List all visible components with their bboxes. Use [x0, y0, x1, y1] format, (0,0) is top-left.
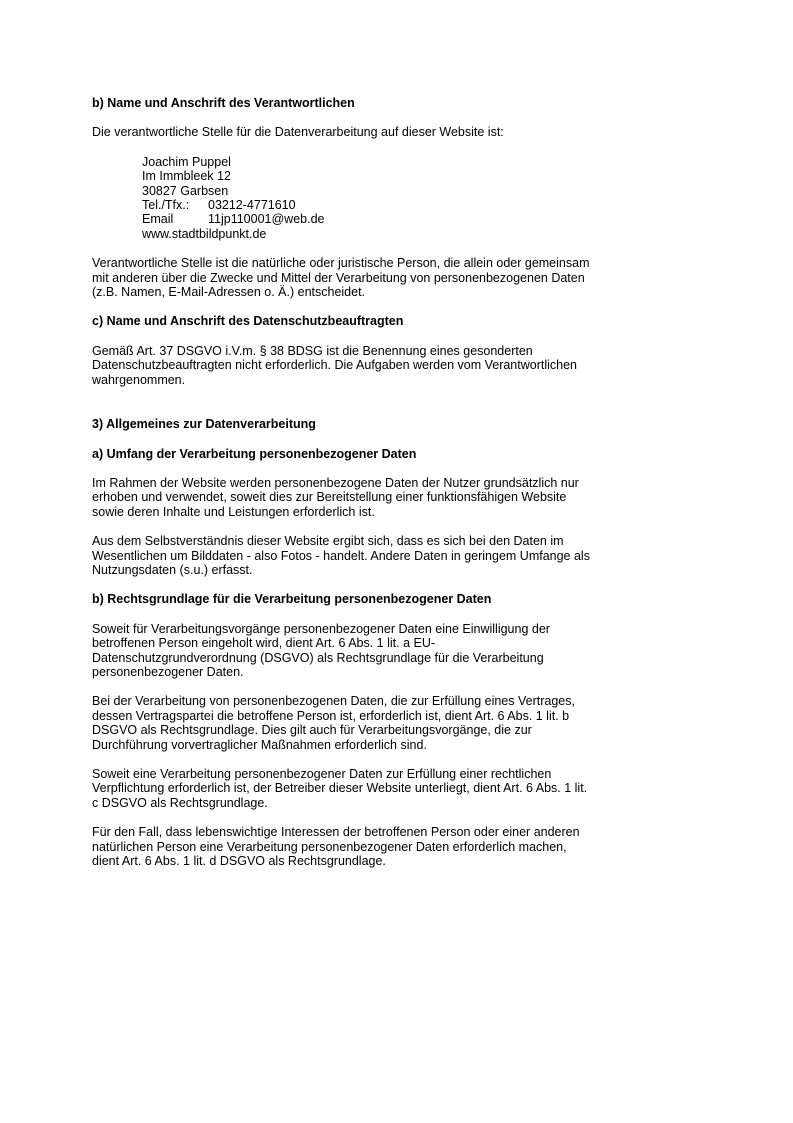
text-line: mit anderen über die Zwecke und Mittel der Verarbeitung von personenbezogenen Daten: [92, 270, 585, 285]
text-line: dient Art. 6 Abs. 1 lit. d DSGVO als Rechtsgrundlage.: [92, 854, 386, 869]
text-line: Durchführung vorvertraglicher Maßnahmen erforderlich sind.: [92, 737, 427, 752]
controller-name: Joachim Puppel: [142, 154, 231, 169]
controller-phone-row: [142, 198, 712, 212]
email-label: Email: [142, 212, 174, 227]
controller-address-block: [92, 155, 712, 241]
controller-email-row: [142, 212, 712, 226]
legal-basis-paragraph-3: [92, 767, 712, 810]
controller-intro: Die verantwortliche Stelle für die Datenverarbeitung auf dieser Website ist:: [92, 125, 504, 140]
legal-basis-paragraph-4: [92, 825, 712, 868]
heading-legal-basis: b) Rechtsgrundlage für die Verarbeitung personenbezogener Daten: [92, 592, 492, 607]
text-line: sowie deren Inhalte und Leistungen erforderlich ist.: [92, 504, 375, 519]
text-line: (z.B. Namen, E-Mail-Adressen o. Ä.) entscheidet.: [92, 285, 366, 300]
text-line: wahrgenommen.: [92, 372, 186, 387]
text-line: Im Rahmen der Website werden personenbezogene Daten der Nutzer grundsätzlich nur: [92, 475, 579, 490]
text-line: dessen Vertragspartei die betroffene Person ist, erforderlich ist, dient Art. 6 Abs. 1 lit. b: [92, 708, 570, 723]
phone-value: 03212-4771610: [208, 198, 296, 213]
text-line: erhoben und verwendet, soweit dies zur Bereitstellung einer funktionsfähigen Website: [92, 490, 567, 505]
text-line: Datenschutzgrundverordnung (DSGVO) als Rechtsgrundlage für die Verarbeitung: [92, 650, 544, 665]
controller-definition: [92, 256, 712, 299]
dpo-paragraph: [92, 344, 712, 387]
phone-label: Tel./Tfx.:: [142, 198, 190, 213]
legal-basis-paragraph-1: [92, 622, 712, 680]
text-line: Für den Fall, dass lebenswichtige Interessen der betroffenen Person oder einer anderen: [92, 825, 580, 840]
text-line: Nutzungsdaten (s.u.) erfasst.: [92, 562, 253, 577]
heading-section-3: 3) Allgemeines zur Datenverarbeitung: [92, 417, 316, 432]
text-line: c DSGVO als Rechtsgrundlage.: [92, 795, 268, 810]
heading-dpo: c) Name und Anschrift des Datenschutzbeauftragten: [92, 314, 404, 329]
text-line: betroffenen Person eingeholt wird, dient Art. 6 Abs. 1 lit. a EU-: [92, 636, 436, 651]
controller-street: Im Immbleek 12: [142, 169, 231, 184]
email-value: 11jp110001@web.de: [208, 212, 325, 227]
text-line: personenbezogener Daten.: [92, 664, 244, 679]
heading-scope: a) Umfang der Verarbeitung personenbezogener Daten: [92, 446, 417, 461]
text-line: natürlichen Person eine Verarbeitung personenbezogener Daten erforderlich machen,: [92, 839, 567, 854]
controller-city: 30827 Garbsen: [142, 183, 229, 198]
text-line: Gemäß Art. 37 DSGVO i.V.m. § 38 BDSG ist die Benennung eines gesonderten: [92, 343, 533, 358]
text-line: Datenschutzbeauftragten nicht erforderlich. Die Aufgaben werden vom Verantwortlichen: [92, 358, 578, 373]
text-line: DSGVO als Rechtsgrundlage. Dies gilt auch für Verarbeitungsvorgänge, die zur: [92, 723, 532, 738]
text-line: Aus dem Selbstverständnis dieser Website ergibt sich, dass es sich bei den Daten im: [92, 534, 564, 549]
scope-paragraph-1: [92, 476, 712, 519]
legal-basis-paragraph-2: [92, 694, 712, 752]
controller-website: www.stadtbildpunkt.de: [142, 226, 267, 241]
text-line: Verpflichtung erforderlich ist, der Betreiber dieser Website unterliegt, dient Art. 6 Abs. 1 lit.: [92, 781, 588, 796]
scope-paragraph-2: [92, 534, 712, 577]
text-line: Soweit für Verarbeitungsvorgänge personenbezogener Daten eine Einwilligung der: [92, 621, 550, 636]
text-line: Verantwortliche Stelle ist die natürliche oder juristische Person, die allein oder gemeinsam: [92, 256, 590, 271]
document-page: [92, 96, 712, 868]
text-line: Bei der Verarbeitung von personenbezogenen Daten, die zur Erfüllung eines Vertrages,: [92, 694, 575, 709]
heading-controller: b) Name und Anschrift des Verantwortlichen: [92, 96, 355, 110]
text-line: Wesentlichen um Bilddaten - also Fotos - handelt. Andere Daten in geringem Umfange als: [92, 548, 590, 563]
text-line: Soweit eine Verarbeitung personenbezogener Daten zur Erfüllung einer rechtlichen: [92, 767, 552, 781]
